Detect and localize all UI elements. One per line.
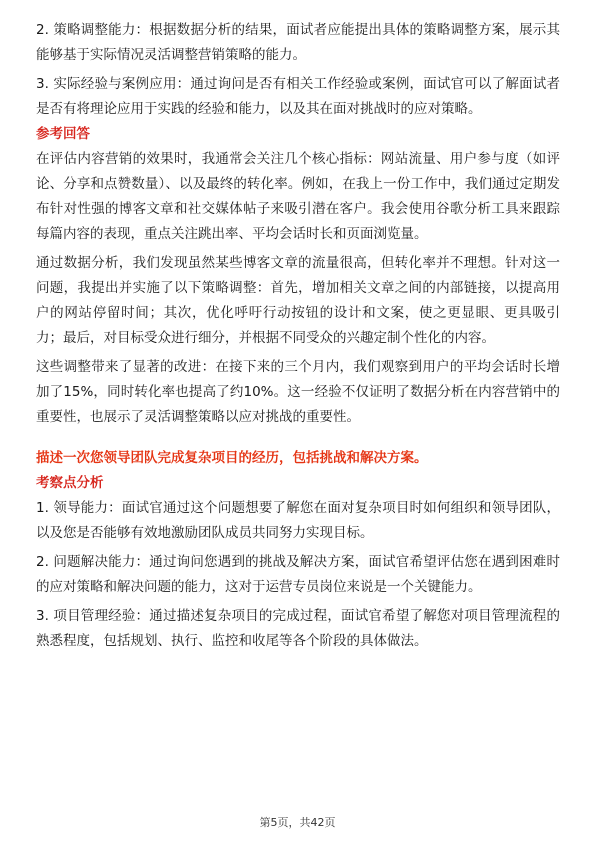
page-content: [36, 18, 560, 654]
reference-paragraph-2: 通过数据分析，我们发现虽然某些博客文章的流量很高，但转化率并不理想。针对这一问题，我提出并实施了以下策略调整：首先，增加相关文章之间的内部链接，以提高用户的网站停留时间；其次，优化呼吁行动按钮的设计和文案，使之更显眼、更具吸引力；最后，对目标受众进行细分，并根据不同受众的兴趣定制个性化的内容。: [36, 255, 560, 346]
top-point-3: 3. 实际经验与案例应用：通过询问是否有相关工作经验或案例，面试官可以了解面试者是否有将理论应用于实践的经验和能力，以及其在面对挑战时的应对策略。: [36, 76, 560, 117]
question-heading: 描述一次您领导团队完成复杂项目的经历，包括挑战和解决方案。: [36, 450, 428, 466]
page-footer: 第5页，共42页: [259, 816, 336, 829]
top-point-2: 2. 策略调整能力：根据数据分析的结果，面试者应能提出具体的策略调整方案，展示其能够基于实际情况灵活调整营销策略的能力。: [36, 22, 560, 63]
reference-heading: 参考回答: [36, 126, 90, 142]
analysis-point-2: 2. 问题解决能力：通过询问您遇到的挑战及解决方案，面试官希望评估您在遇到困难时的应对策略和解决问题的能力，这对于运营专员岗位来说是一个关键能力。: [36, 554, 560, 595]
analysis-point-3: 3. 项目管理经验：通过描述复杂项目的完成过程，面试官希望了解您对项目管理流程的熟悉程度，包括规划、执行、监控和收尾等各个阶段的具体做法。: [36, 608, 560, 649]
reference-paragraph-3: 这些调整带来了显著的改进：在接下来的三个月内，我们观察到用户的平均会话时长增加了15%，同时转化率也提高了约10%。这一经验不仅证明了数据分析在内容营销中的重要性，也展示了灵活调整策略以应对挑战的重要性。: [36, 359, 560, 425]
analysis-heading: 考察点分析: [36, 475, 104, 491]
reference-paragraph-1: 在评估内容营销的效果时，我通常会关注几个核心指标：网站流量、用户参与度（如评论、分享和点赞数量）、以及最终的转化率。例如，在我上一份工作中，我们通过定期发布针对性强的博客文章和社交媒体帖子来吸引潜在客户。我会使用谷歌分析工具来跟踪每篇内容的表现，重点关注跳出率、平均会话时长和页面浏览量。: [36, 151, 560, 242]
analysis-point-1: 1. 领导能力：面试官通过这个问题想要了解您在面对复杂项目时如何组织和领导团队，以及您是否能够有效地激励团队成员共同努力实现目标。: [36, 500, 560, 541]
